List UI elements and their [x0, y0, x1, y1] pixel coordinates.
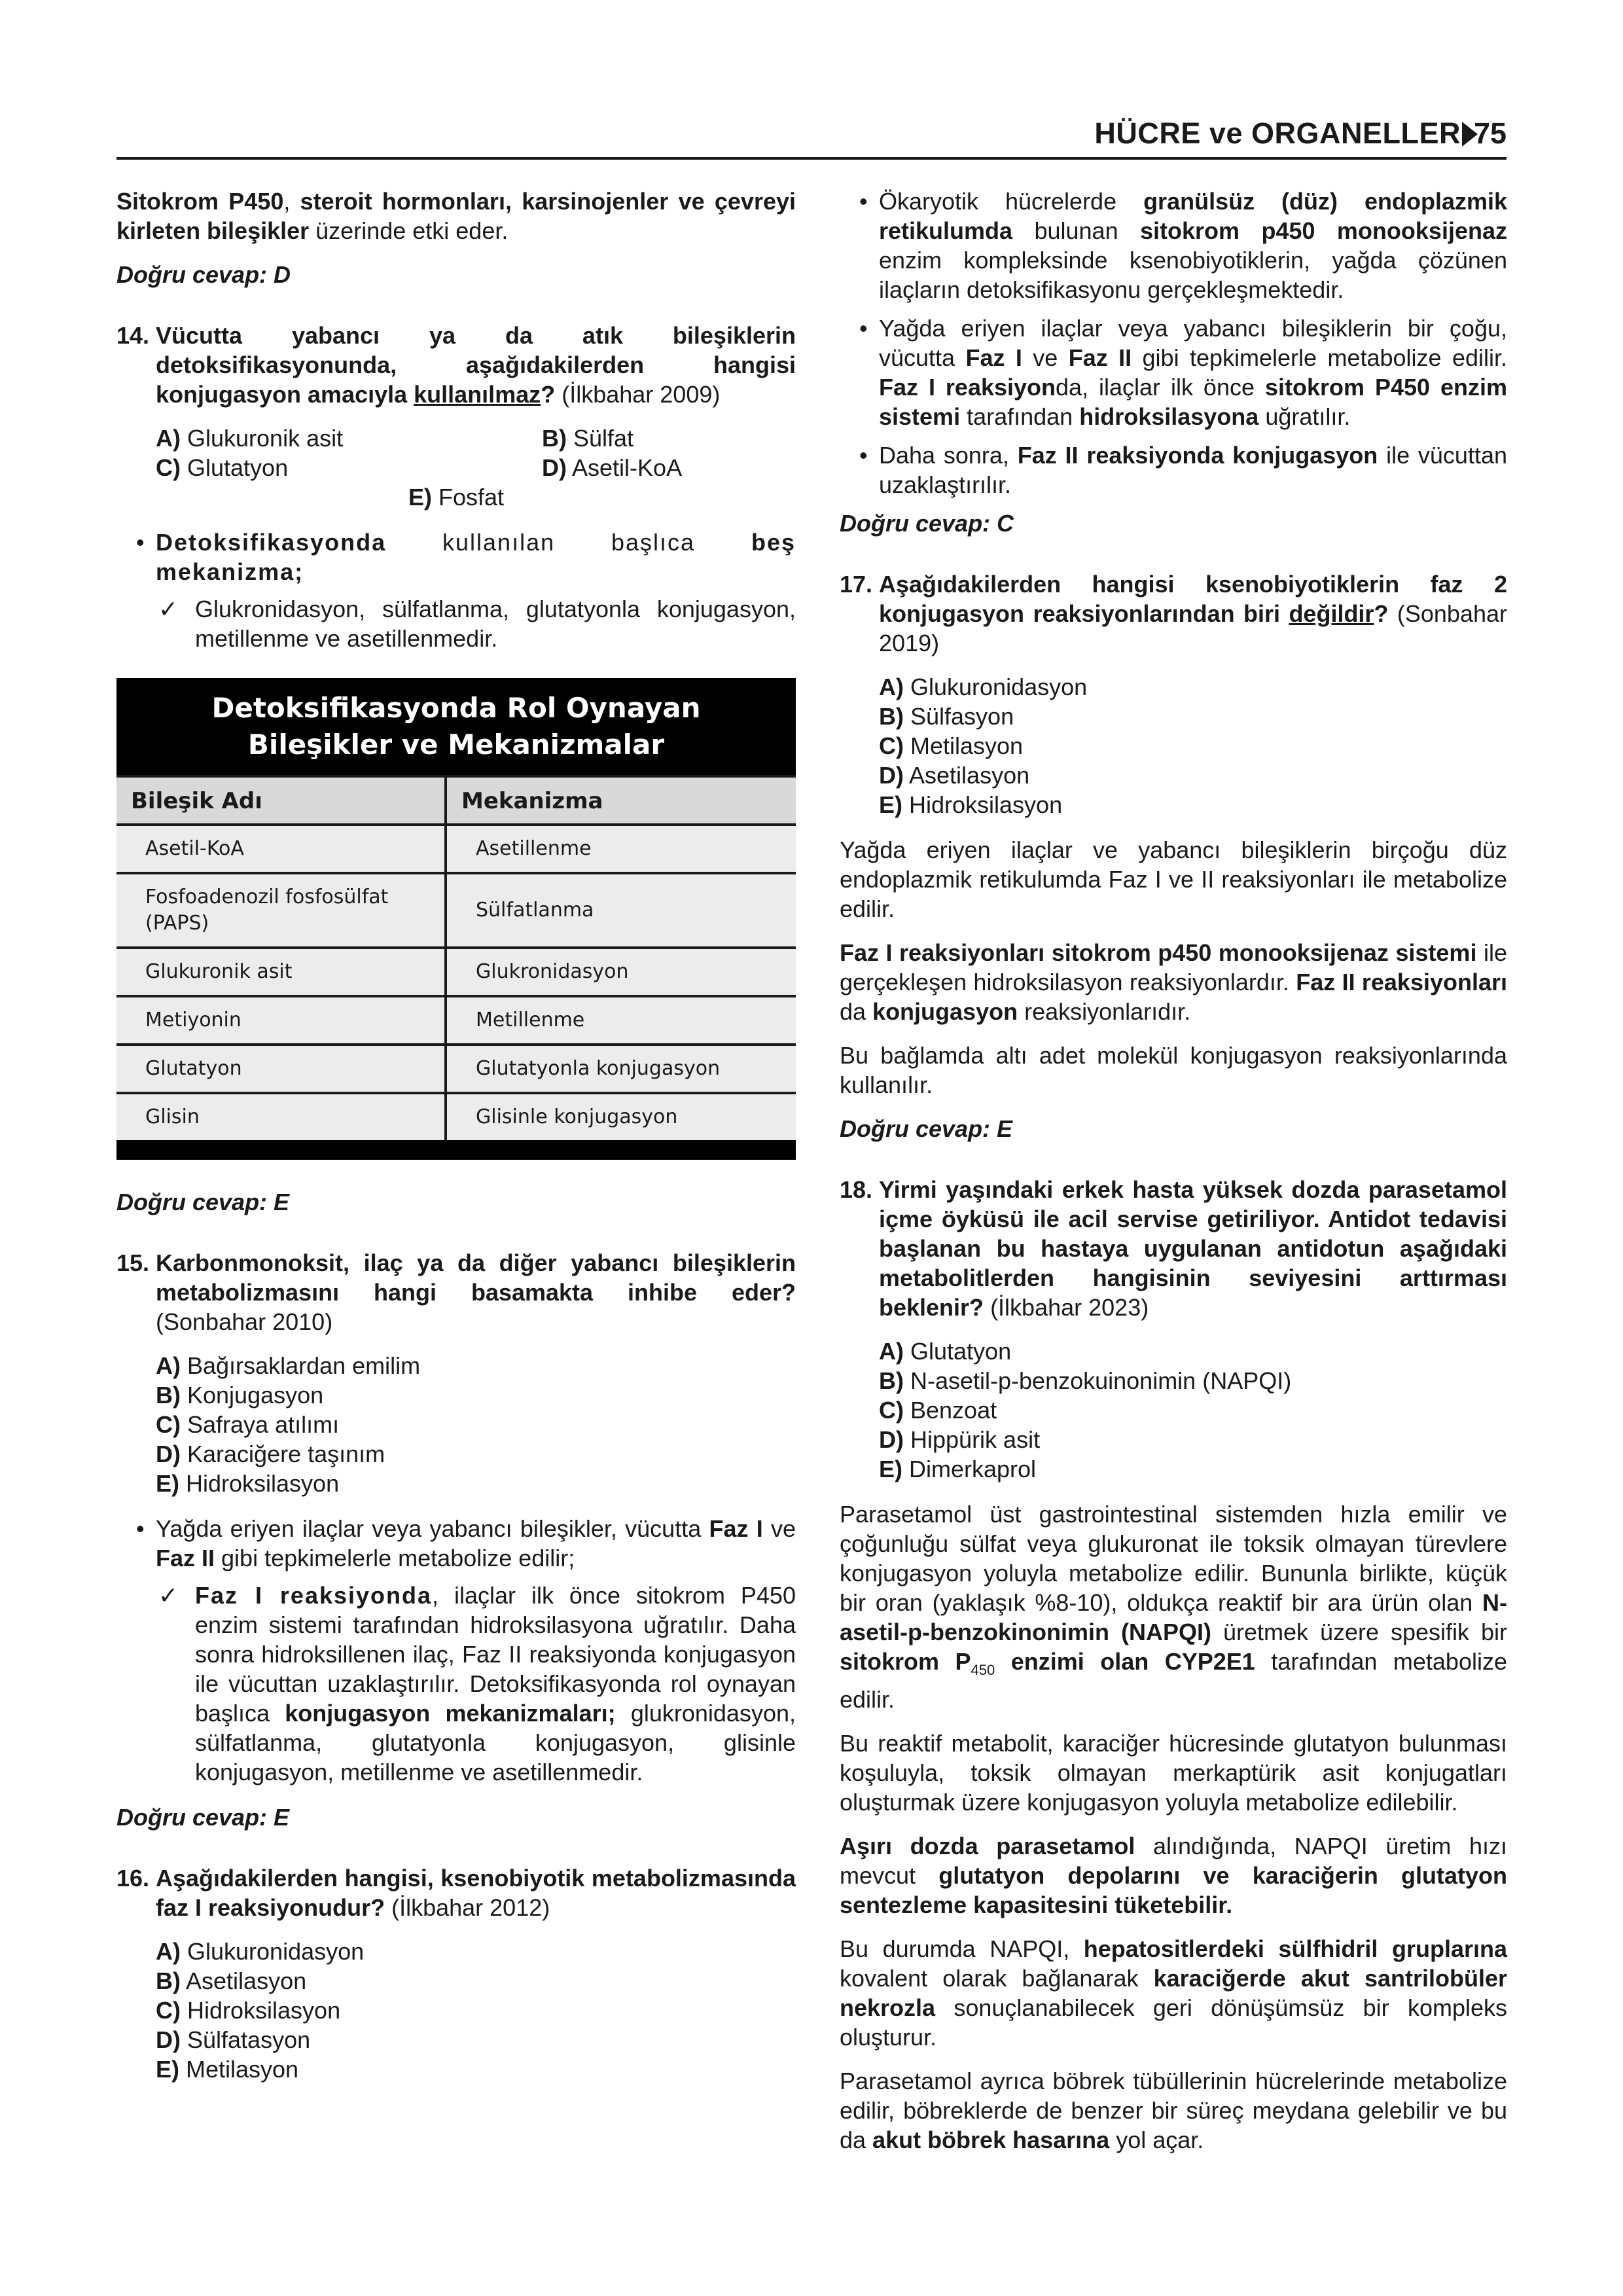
answer-15: Doğru cevap: E — [116, 1804, 290, 1831]
question-15-options — [156, 1351, 796, 1498]
question-15: 15. Karbonmonoksit, ilaç ya da diğer yabancı bileşiklerin metabolizmasını hangi basamakta inhibe eder? (Sonbahar 2010) — [116, 1249, 796, 1335]
check-icon: ✓ — [158, 596, 179, 622]
question-14-options — [156, 423, 796, 512]
option-b: B) Konjugasyon — [156, 1382, 324, 1408]
option-d: D) Asetil-KoA — [542, 454, 683, 481]
intro-paragraph: Sitokrom P450, steroit hormonları, karsinojenler ve çevreyi kirleten bileşikler üzerinde etki eder. — [116, 188, 796, 244]
paragraph-17b: Faz I reaksiyonları sitokrom p450 monooksijenaz sistemi ile gerçekleşen hidroksilasyon reaksiyonlardır. Faz II reaksiyonları da konjugasyon reaksiyonlarıdır. — [840, 939, 1508, 1025]
header-title: HÜCRE ve ORGANELLER — [1094, 117, 1461, 150]
option-e: E) Hidroksilasyon — [156, 1470, 340, 1497]
option-d: D) Sülfatasyon — [156, 2026, 311, 2053]
option-d: D) Karaciğere taşınım — [156, 1441, 385, 1467]
question-16-options — [156, 1937, 796, 2084]
bullet-14: • Detoksifikasyonda kullanılan başlıca beş mekanizma; — [136, 529, 796, 585]
table-row: Glisin Glisinle konjugasyon — [116, 1092, 796, 1140]
option-c: C) Glutatyon — [156, 454, 289, 481]
option-d: D) Hippürik asit — [879, 1426, 1041, 1453]
question-16: 16. Aşağıdakilerden hangisi, ksenobiyotik metabolizmasında faz I reaksiyonudur? (İlkbahar 2012) — [116, 1865, 796, 1921]
right-bullet-1: • Ökaryotik hücrelerde granülsüz (düz) endoplazmik retikulumda bulunan sitokrom p450 monooksijenaz enzim kompleksinde ksenobiyotiklerin, yağda çözünen ilaçların detoksifikasyonu gerçekleşmektedir. — [859, 188, 1507, 303]
option-b: B) Asetilasyon — [156, 1967, 307, 1994]
check-15: ✓ Faz I reaksiyonda, ilaçlar ilk önce sitokrom P450 enzim sistemi tarafından hidroksilasyona uğratılır. Daha sonra hidroksillenen ilaç, Faz II reaksiyonda konjugasyon ile vücuttan uzaklaştırılır. Detoksifikasyonda rol oynayan başlıca konjugasyon mekanizmaları; glukronidasyon, sülfatlanma, glutatyonla konjugasyon, glisinle konjugasyon, metillenme ve asetillenmedir. — [156, 1581, 796, 1787]
option-a: A) Glukuronidasyon — [879, 673, 1088, 700]
check-icon: ✓ — [158, 1582, 179, 1609]
paragraph-18a: Parasetamol üst gastrointestinal sistemden hızla emilir ve çoğunluğu sülfat veya glukuronat ile toksik olmayan türevlere konjugasyon yoluyla metabolize edilir. Bununla birlikte, küçük bir oran (yaklaşık %8-10), oldukça reaktif bir ara ürün olan N-asetil-p-benzokinonimin (NAPQI) üretmek üzere spesifik bir sitokrom $P_{450}$ enzimi olan CYP2E1 tarafından metabolize edilir. — [840, 1501, 1507, 1713]
question-14: 14. Vücutta yabancı ya da atık bileşiklerin detoksifikasyonunda, aşağıdakilerden hangisi konjugasyon amacıyla kullanılmaz? (İlkbahar 2009) — [116, 322, 796, 408]
bullet-15: • Yağda eriyen ilaçlar veya yabancı bileşikler, vücutta Faz I ve Faz II gibi tepkimelerle metabolize edilir; — [136, 1515, 796, 1571]
paragraph-18c: Aşırı dozda parasetamol alındığında, NAPQI üretim hızı mevcut glutatyon depolarını ve karaciğerin glutatyon sentezleme kapasitesini tüketebilir. — [840, 1833, 1507, 1919]
option-d: D) Asetilasyon — [879, 762, 1030, 789]
option-c: C) Hidroksilasyon — [156, 1997, 341, 2024]
table-row: Metiyonin Metillenme — [116, 995, 796, 1043]
answer-16: Doğru cevap: C — [840, 510, 1014, 537]
option-e: E) Hidroksilasyon — [879, 791, 1063, 818]
page-header — [116, 111, 1507, 160]
question-18: 18. Yirmi yaşındaki erkek hasta yüksek dozda parasetamol içme öyküsü ile acil servise getiriliyor. Antidot tedavisi başlanan bu hastaya uygulanan antidotun aşağıdaki metabolitlerden hangisinin seviyesini arttırması beklenir? (İlkbahar 2023) — [840, 1176, 1507, 1321]
table-header-row: Bileşik Adı Mekanizma — [116, 775, 796, 823]
paragraph-17a: Yağda eriyen ilaçlar ve yabancı bileşiklerin birçoğu düz endoplazmik retikulumda Faz I ve II reaksiyonları ile metabolize edilir. — [840, 836, 1507, 922]
answer-17: Doğru cevap: E — [840, 1115, 1013, 1142]
option-c: C) Benzoat — [879, 1397, 997, 1424]
option-e: E) Dimerkaprol — [879, 1456, 1037, 1482]
table-row: Glukuronik asit Glukronidasyon — [116, 946, 796, 995]
option-c: C) Safraya atılımı — [156, 1411, 340, 1438]
table-footer-bar — [116, 1140, 796, 1160]
paragraph-17c: Bu bağlamda altı adet molekül konjugasyon reaksiyonlarında kullanılır. — [840, 1042, 1507, 1098]
table-row: Asetil-KoA Asetillenme — [116, 823, 796, 872]
table-row: Glutatyon Glutatyonla konjugasyon — [116, 1043, 796, 1092]
option-e: E) Fosfat — [408, 484, 505, 511]
check-14: ✓ Glukronidasyon, sülfatlanma, glutatyonla konjugasyon, metillenme ve asetillenmedir. — [156, 594, 796, 653]
option-a: A) Glutatyon — [879, 1338, 1012, 1365]
right-bullet-2: • Yağda eriyen ilaçlar veya yabancı bileşiklerin bir çoğu, vücutta Faz I ve Faz II gibi tepkimelerle metabolize edilir. Faz I reaksiyonda, ilaçlar ilk önce sitokrom P450 enzim sistemi tarafından hidroksilasyona uğratılır. — [859, 315, 1507, 430]
right-column — [840, 187, 1507, 2169]
question-18-options — [879, 1336, 1507, 1484]
option-b: B) Sülfasyon — [879, 703, 1014, 730]
paragraph-18e: Parasetamol ayrıca böbrek tübüllerinin hücrelerinde metabolize edilir, böbreklerde de benzer bir süreç meydana gelebilir ve bu da akut böbrek hasarına yol açar. — [840, 2068, 1507, 2154]
paragraph-18d: Bu durumda NAPQI, hepatositlerdeki sülfhidril gruplarına kovalent olarak bağlanarak karaciğerde akut santrilobüler nekrozla sonuçlanabilecek geri dönüşümsüz bir kompleks oluşturur. — [840, 1935, 1507, 2051]
detox-table — [116, 678, 796, 1160]
paragraph-18b: Bu reaktif metabolit, karaciğer hücresinde glutatyon bulunması koşuluyla, toksik olmayan merkaptürik asit konjugatları oluşturmak üzere konjugasyon yoluyla metabolize edilebilir. — [840, 1730, 1507, 1816]
option-a: A) Glukuronik asit — [156, 425, 344, 452]
answer-14: Doğru cevap: E — [116, 1189, 290, 1215]
table-row: Fosfoadenozil fosfosülfat (PAPS) Sülfatlanma — [116, 872, 796, 946]
answer-13: Doğru cevap: D — [116, 261, 291, 288]
table-title: Detoksifikasyonda Rol Oynayan Bileşikler ve Mekanizmalar — [116, 678, 796, 775]
option-b: B) N-asetil-p-benzokuinonimin (NAPQI) — [879, 1367, 1292, 1394]
option-a: A) Glukuronidasyon — [156, 1938, 365, 1965]
question-17: 17. Aşağıdakilerden hangisi ksenobiyotiklerin faz 2 konjugasyon reaksiyonlarından biri değildir? (Sonbahar 2019) — [840, 571, 1507, 656]
question-17-options — [879, 672, 1507, 819]
option-c: C) Metilasyon — [879, 732, 1024, 759]
option-b: B) Sülfat — [542, 425, 634, 452]
option-a: A) Bağırsaklardan emilim — [156, 1352, 421, 1379]
page-number: 75 — [1473, 117, 1507, 150]
right-bullet-3: • Daha sonra, Faz II reaksiyonda konjugasyon ile vücuttan uzaklaştırılır. — [859, 442, 1507, 498]
left-column — [116, 187, 796, 2100]
option-e: E) Metilasyon — [156, 2056, 299, 2083]
